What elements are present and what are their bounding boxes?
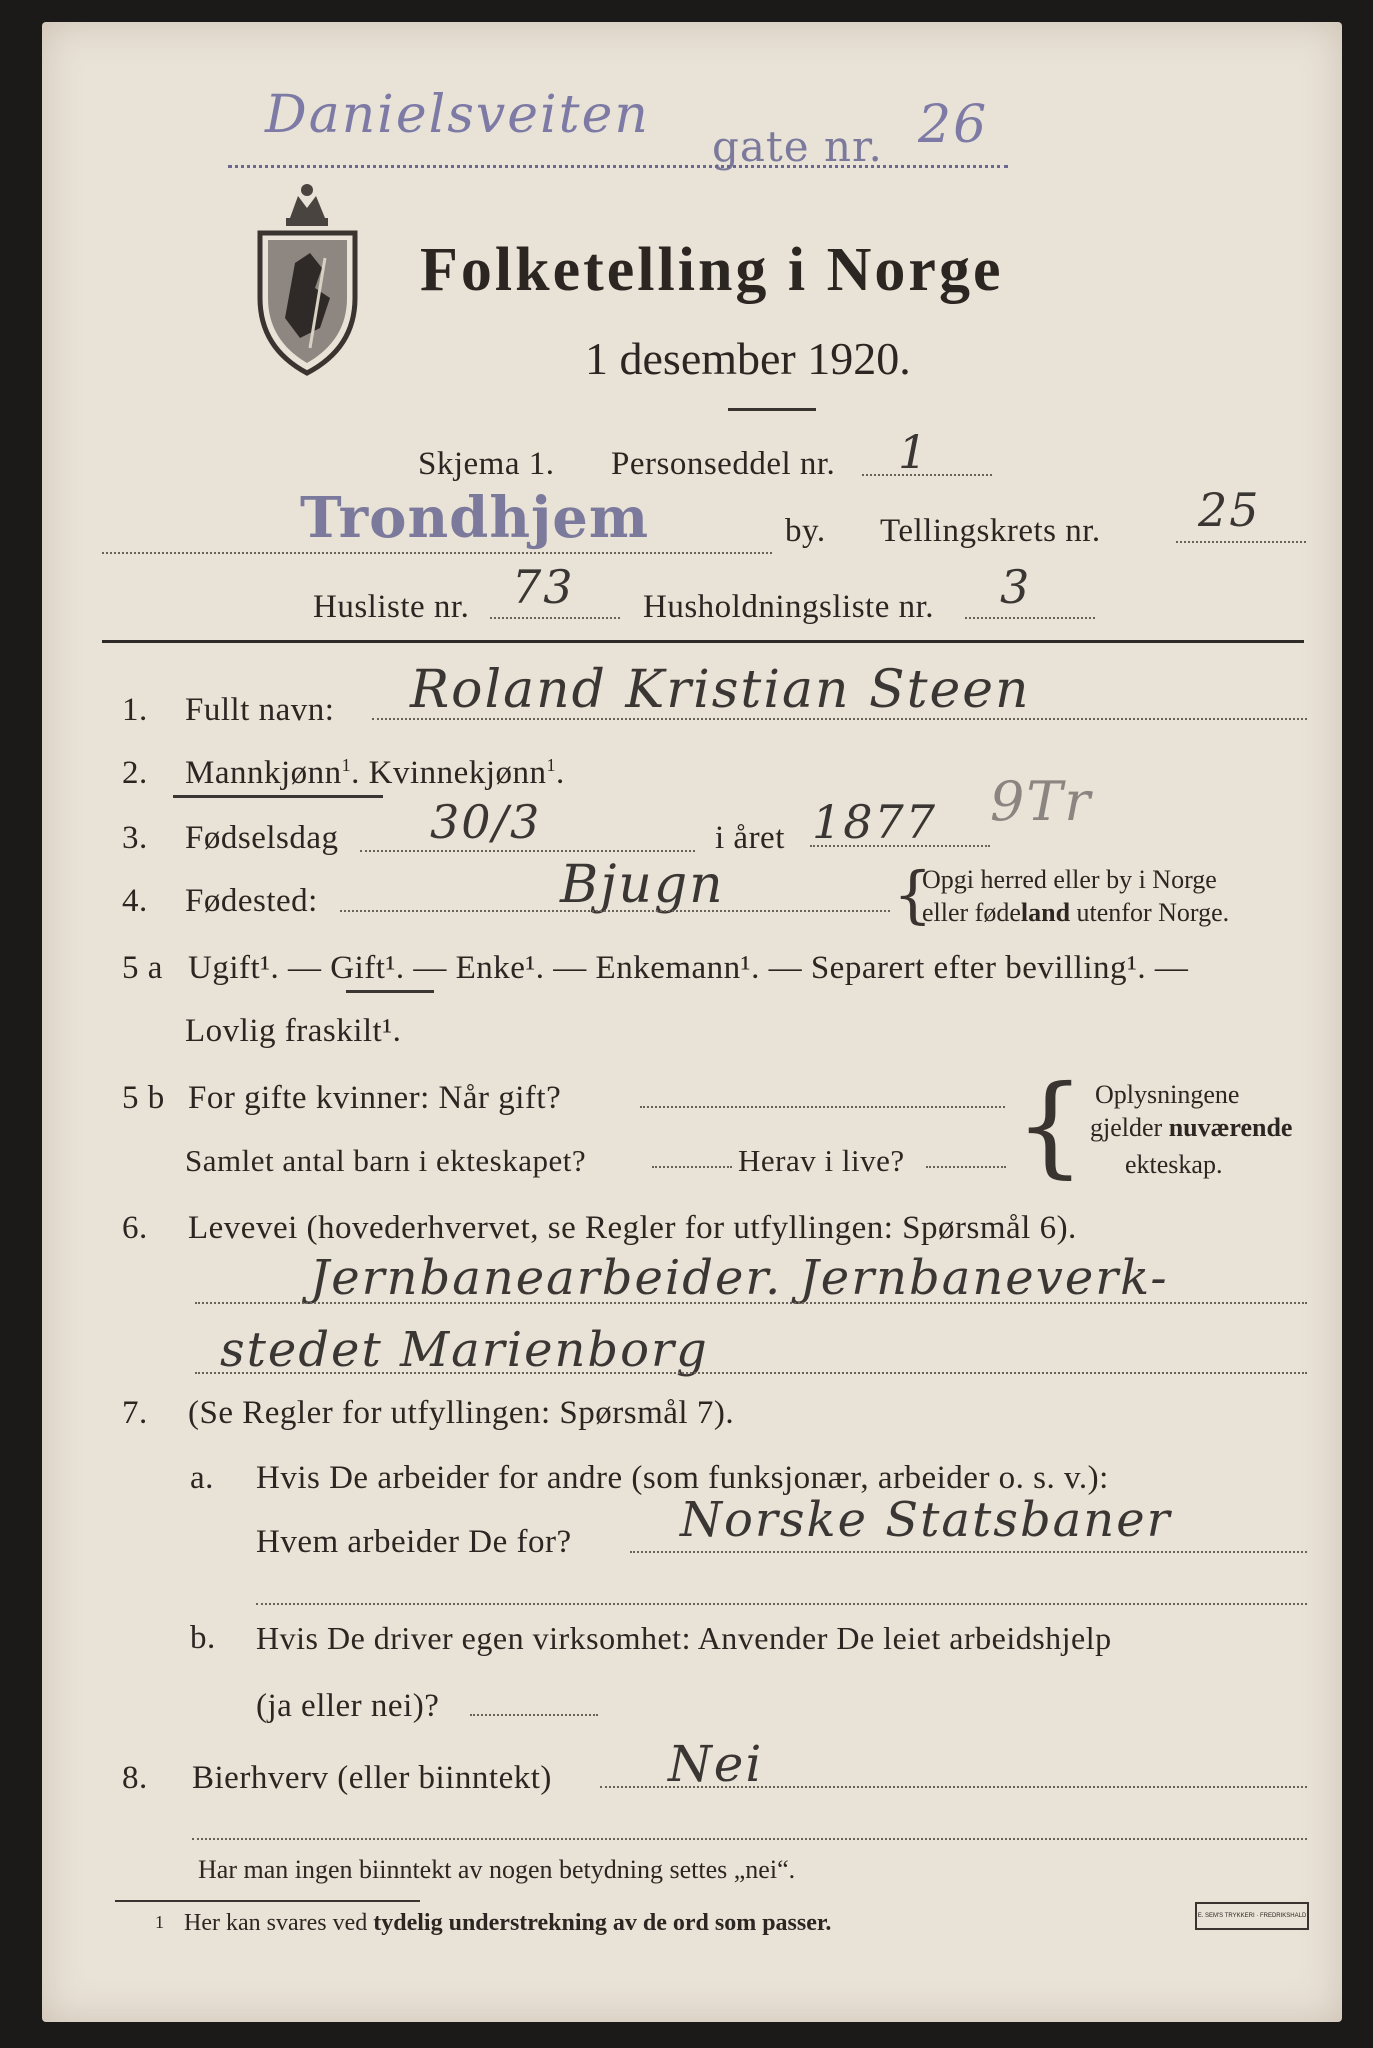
personseddel-value: 1	[898, 425, 930, 479]
q2-male-underline	[173, 795, 383, 798]
q7-number: 7.	[122, 1395, 148, 1431]
q1-line	[372, 718, 1307, 720]
q2-options: Mannkjønn$^1$. Kvinnekjønn$^1$.	[185, 755, 565, 791]
q5a-options: Ugift¹. — Gift¹. — Enke¹. — Enkemann¹. — Separert efter bevilling¹. —	[188, 950, 1189, 986]
q8-label: Bierhverv (eller biinntekt)	[192, 1760, 552, 1796]
q2-female-option: Kvinnekjønn	[368, 755, 547, 791]
q8-number: 8.	[122, 1760, 148, 1796]
biinntekt-note: Har man ingen biinntekt av nogen betydning settes „nei“.	[198, 1855, 796, 1884]
husliste-value: 73	[512, 560, 575, 614]
by-label: by.	[785, 513, 826, 549]
q3-year-line	[810, 845, 990, 847]
tellingskrets-label: Tellingskrets nr.	[880, 513, 1101, 549]
tellingskrets-value: 25	[1198, 483, 1261, 537]
q3-number: 3.	[122, 820, 148, 856]
q5b-line1: For gifte kvinner: Når gift?	[188, 1080, 562, 1116]
norwegian-coat-of-arms-icon	[250, 178, 365, 378]
skjema-label: Skjema 1.	[418, 446, 555, 482]
q7a-line2: Hvem arbeider De for?	[256, 1524, 572, 1560]
q5b-line1-fill	[640, 1106, 1005, 1108]
q5b-note-line2: gjelder nuværende	[1090, 1113, 1293, 1142]
q8-line	[600, 1786, 1307, 1788]
street-underline	[228, 165, 1008, 168]
street-suffix-stamp: gate nr.	[712, 122, 883, 171]
personseddel-line	[862, 474, 992, 476]
q6-label: Levevei (hovederhvervet, se Regler for utfyllingen: Spørsmål 6).	[188, 1210, 1077, 1246]
q7a-value: Norske Statsbaner	[680, 1492, 1172, 1548]
q7b-line1: Hvis De driver egen virksomhet: Anvender De leiet arbeidshjelp	[256, 1620, 1112, 1656]
q5a-options-line2: Lovlig fraskilt¹.	[185, 1013, 402, 1049]
q4-line	[340, 910, 890, 912]
city-line	[102, 552, 772, 554]
husholdningsliste-line	[965, 617, 1095, 619]
husholdningsliste-value: 3	[1000, 560, 1032, 614]
husholdningsliste-label: Husholdningsliste nr.	[643, 589, 935, 625]
section-divider	[102, 640, 1304, 643]
q7b-letter: b.	[190, 1620, 216, 1656]
husliste-label: Husliste nr.	[313, 589, 470, 625]
q5b-line2a-fill	[652, 1166, 732, 1168]
title-ornament	[728, 408, 816, 411]
personseddel-label: Personseddel nr.	[611, 446, 836, 482]
q7b-line	[470, 1714, 598, 1716]
street-name-handwritten: Danielsveiten	[265, 85, 650, 145]
tellingskrets-line	[1176, 541, 1306, 543]
footnote-divider	[115, 1900, 420, 1902]
q3-year-label: i året	[715, 820, 785, 856]
q5b-note-line1: Oplysningene	[1095, 1080, 1240, 1109]
q8-value: Nei	[668, 1735, 764, 1793]
q5b-note-line3: ekteskap.	[1125, 1150, 1223, 1179]
q4-note-line2: eller fødeland utenfor Norge.	[922, 898, 1230, 927]
q5b-line2a: Samlet antal barn i ekteskapet?	[185, 1143, 587, 1178]
q3-day-line	[360, 850, 695, 852]
city-stamp: Trondhjem	[300, 485, 650, 551]
q2-male-option: Mannkjønn	[185, 755, 342, 791]
q2-number: 2.	[122, 755, 148, 791]
q3-extra-mark: 9Tr	[990, 770, 1093, 833]
census-date: 1 desember 1920.	[585, 333, 911, 384]
q5b-note-brace: {	[1015, 1061, 1085, 1189]
q1-value: Roland Kristian Steen	[410, 660, 1031, 720]
q7b-line2: (ja eller nei)?	[256, 1688, 440, 1724]
q5b-number: 5 b	[122, 1080, 165, 1116]
q5b-line2b: Herav i live?	[738, 1143, 905, 1178]
q6-value-line2: stedet Marienborg	[220, 1322, 709, 1378]
q4-note-brace: {	[893, 858, 933, 931]
q6-line2	[195, 1372, 1307, 1374]
q4-number: 4.	[122, 883, 148, 919]
form-title: Folketelling i Norge	[420, 236, 1004, 304]
q5a-number: 5 a	[122, 950, 163, 986]
footnote-text: Her kan svares ved tydelig understrekning av de ord som passer.	[184, 1910, 832, 1936]
q4-label: Fødested:	[185, 883, 318, 919]
street-number-handwritten: 26	[918, 95, 989, 155]
q4-note-line1: Opgi herred eller by i Norge	[922, 865, 1217, 894]
q1-number: 1.	[122, 692, 148, 728]
q3-label: Fødselsdag	[185, 820, 339, 856]
q7-label: (Se Regler for utfyllingen: Spørsmål 7).	[188, 1395, 735, 1431]
q6-line1	[195, 1302, 1307, 1304]
q7a-line	[630, 1551, 1307, 1553]
q5b-line2b-fill	[926, 1166, 1006, 1168]
footnote-number: 1	[155, 1912, 164, 1932]
q7a-line1: Hvis De arbeider for andre (som funksjonær, arbeider o. s. v.):	[256, 1460, 1109, 1496]
q6-number: 6.	[122, 1210, 148, 1246]
q7a-letter: a.	[190, 1460, 214, 1496]
q1-label: Fullt navn:	[185, 692, 335, 728]
q4-value: Bjugn	[560, 855, 725, 915]
q3-year-value: 1877	[812, 795, 938, 849]
q5a-gift-underline	[346, 990, 434, 993]
q6-value-line1: Jernbanearbeider. Jernbaneverk-	[310, 1250, 1169, 1306]
printer-stamp: E. SEM'S TRYKKERI · FREDRIKSHALD	[1195, 1902, 1309, 1930]
husliste-line	[490, 617, 620, 619]
q7a-extra-line	[256, 1603, 1307, 1605]
q3-day-value: 30/3	[430, 795, 542, 849]
q8-extra-line	[192, 1838, 1307, 1840]
